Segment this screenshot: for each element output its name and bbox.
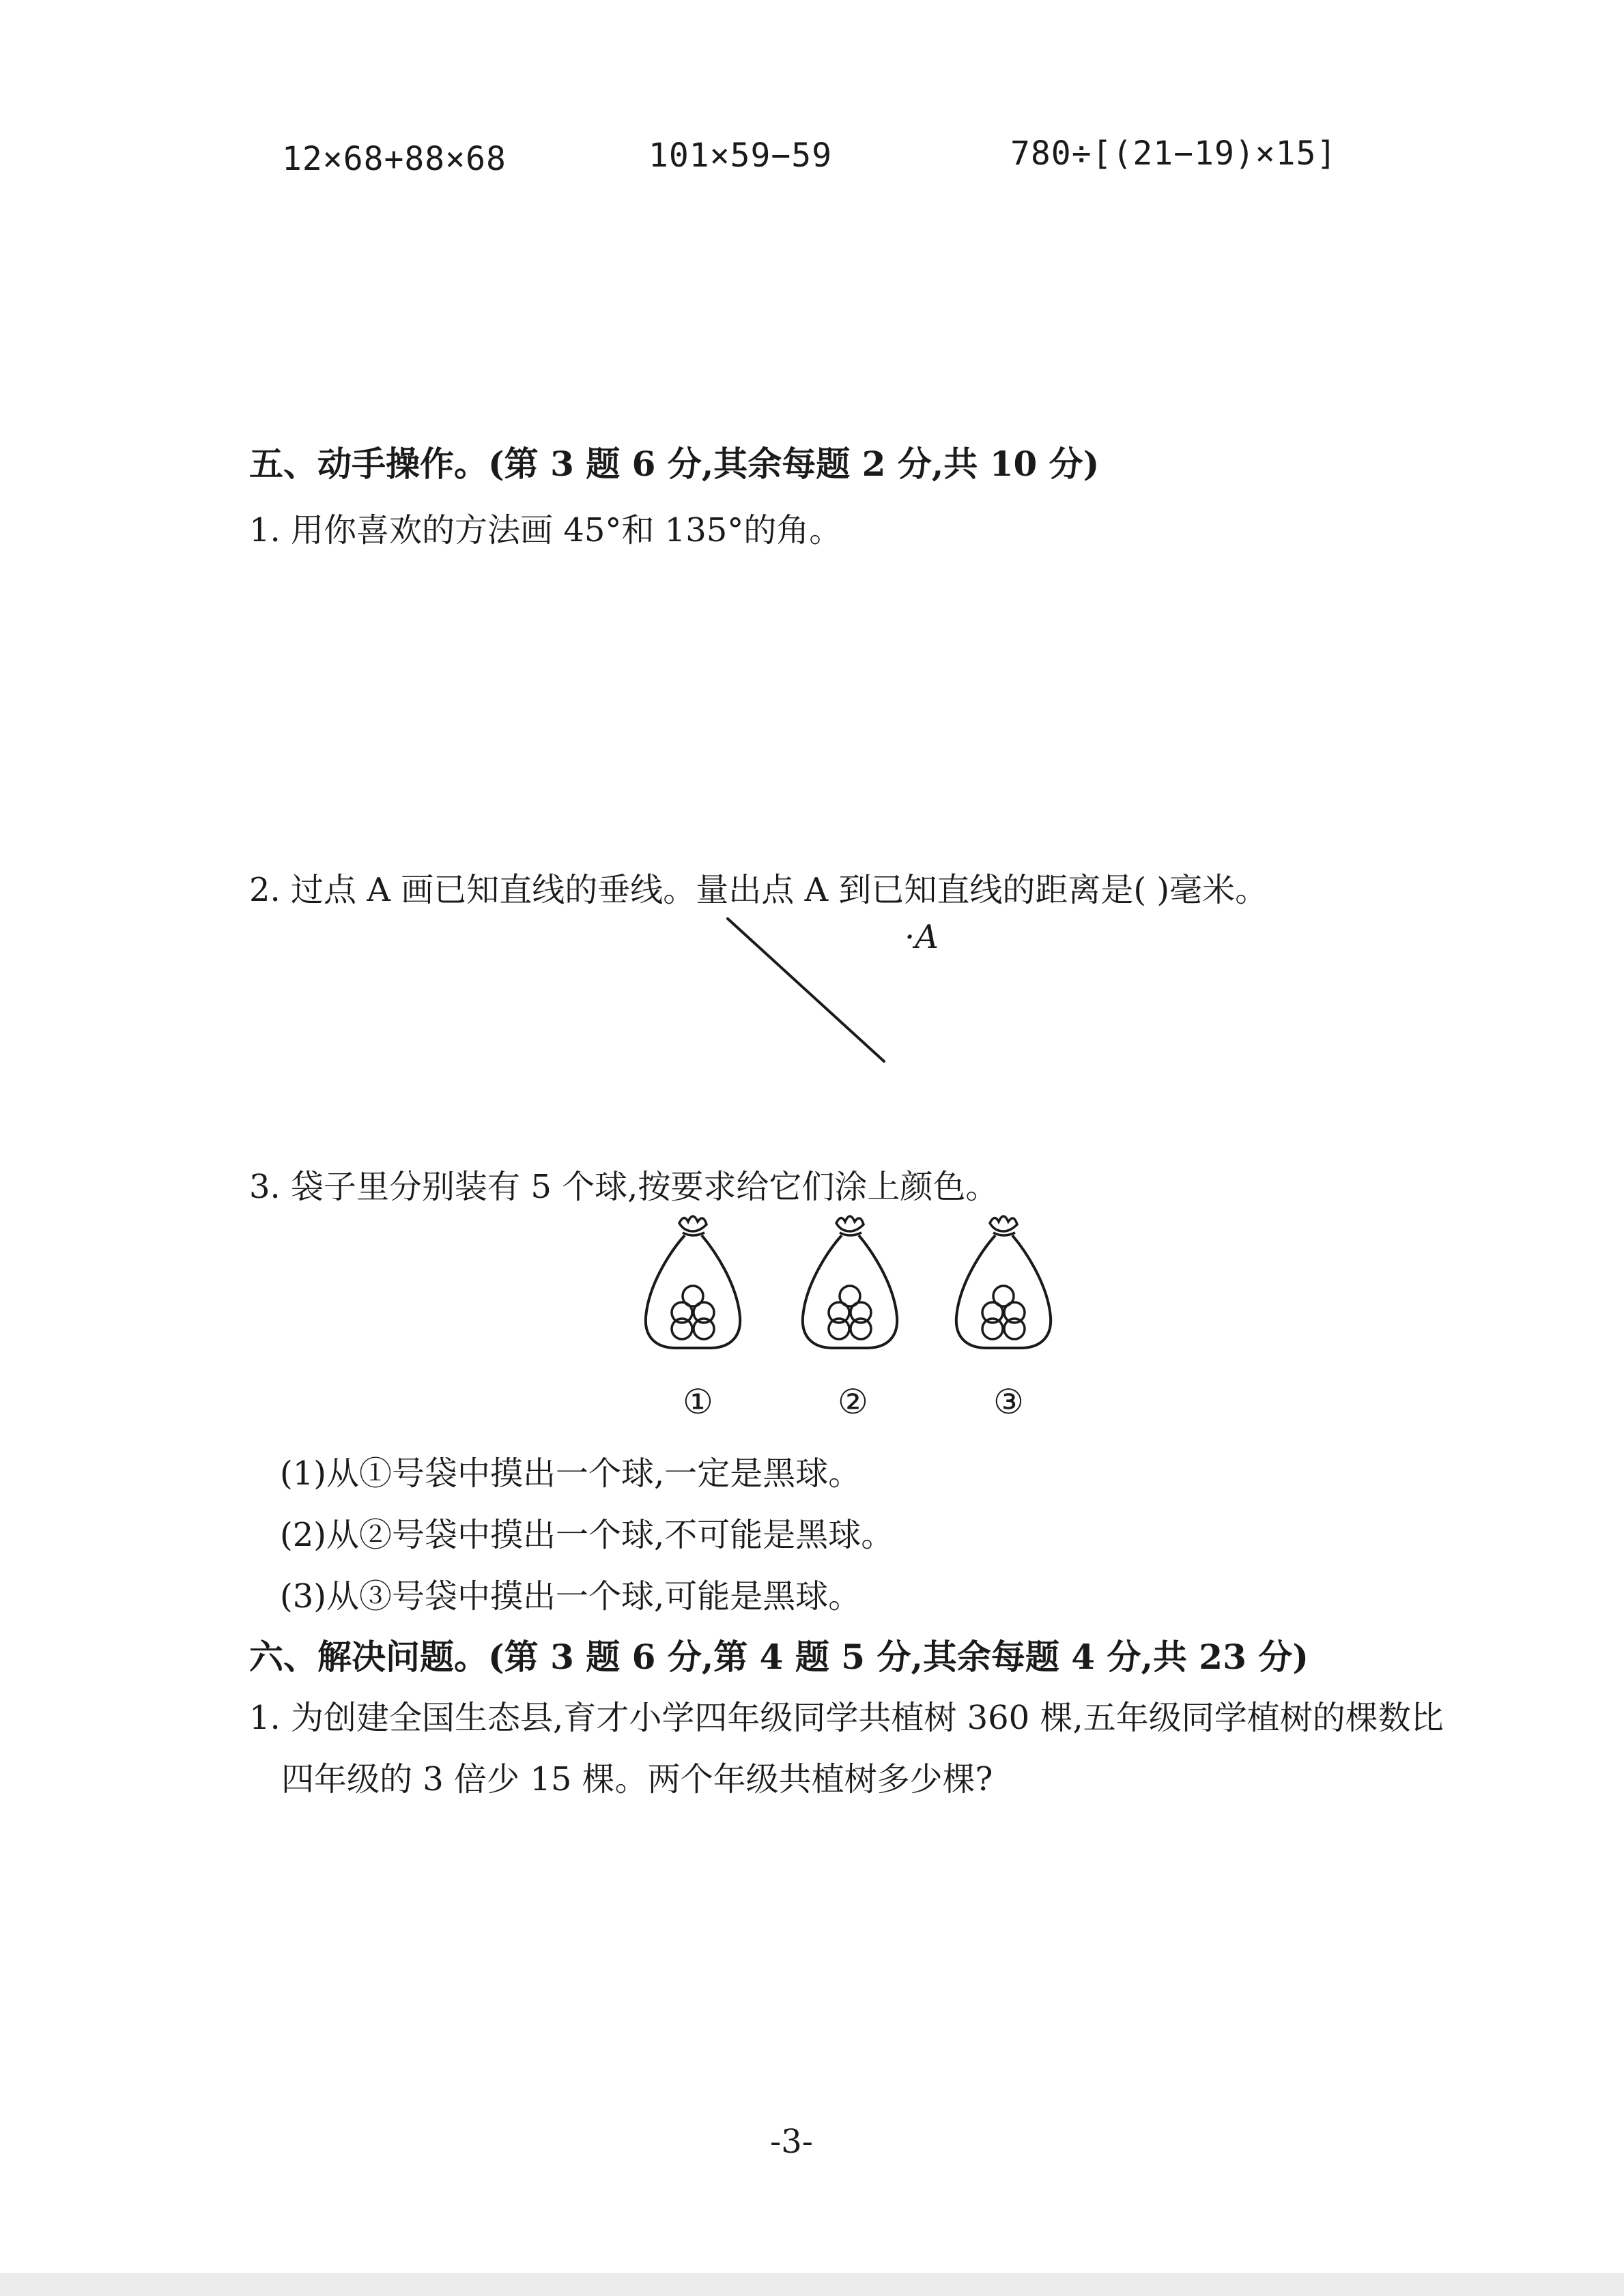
question-6-1-line-1: 1. 为创建全国生态县,育才小学四年级同学共植树 360 棵,五年级同学植树的棵数比 <box>249 1699 1444 1737</box>
section-5-title: 五、动手操作。(第 3 题 6 分,其余每题 2 分,共 10 分) <box>249 444 1100 484</box>
question-5-1: 1. 用你喜欢的方法画 45°和 135°的角。 <box>249 511 842 549</box>
given-line <box>728 919 884 1061</box>
section-6-title: 六、解决问题。(第 3 题 6 分,第 4 题 5 分,其余每题 4 分,共 23 分) <box>249 1637 1309 1677</box>
bag-label-1: ① <box>683 1382 713 1422</box>
expression-1: 12×68+88×68 <box>282 140 507 178</box>
point-a-label: ·A <box>904 918 939 956</box>
question-5-3: 3. 袋子里分别装有 5 个球,按要求给它们涂上颜色。 <box>249 1168 999 1206</box>
expression-3: 780÷[(21−19)×15] <box>1010 134 1337 173</box>
bag-label-3: ③ <box>993 1382 1024 1422</box>
bag-3 <box>956 1216 1051 1348</box>
bags-figure <box>635 1208 1085 1386</box>
expression-2: 101×59−59 <box>649 137 833 175</box>
bag-label-2: ② <box>838 1382 868 1422</box>
given-line-figure <box>724 915 894 1072</box>
bag-1 <box>646 1216 740 1348</box>
bag-2 <box>803 1216 897 1348</box>
scan-bottom-edge <box>0 2273 1624 2296</box>
sub-question-3: (3)从③号袋中摸出一个球,可能是黑球。 <box>280 1577 861 1616</box>
sub-question-1: (1)从①号袋中摸出一个球,一定是黑球。 <box>280 1454 861 1493</box>
page-number: -3- <box>770 2123 813 2161</box>
sub-question-2: (2)从②号袋中摸出一个球,不可能是黑球。 <box>280 1516 894 1554</box>
question-5-2: 2. 过点 A 画已知直线的垂线。量出点 A 到已知直线的距离是( )毫米。 <box>249 871 1268 909</box>
question-6-1-line-2: 四年级的 3 倍少 15 棵。两个年级共植树多少棵? <box>281 1760 993 1798</box>
